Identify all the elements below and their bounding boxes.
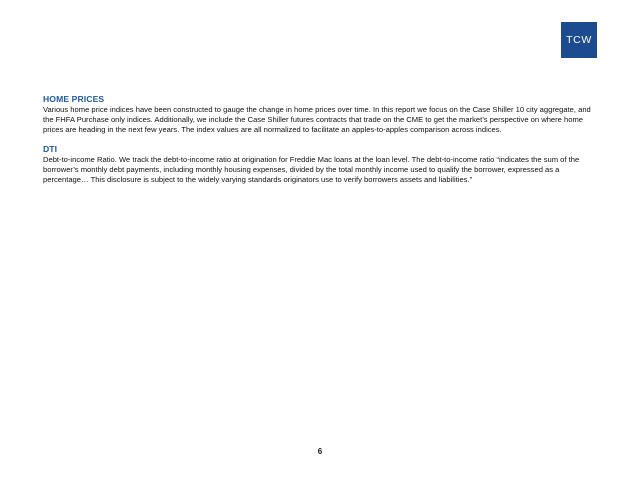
section-body: Various home price indices have been constructed to gauge the change in home prices over time. In this report we focus on the Case Shiller 10 city aggregate, and the FHFA Purchase only indices. Additionally, we include the Case Shiller futures contracts that trade on the CME to get the market’s perspective on where home prices are heading in the next few years. The index values are all normalized to facilitate an apples-to-apples comparison across indices. bbox=[43, 105, 591, 134]
section-dti bbox=[43, 144, 598, 185]
tcw-logo bbox=[561, 22, 597, 58]
section-home-prices bbox=[43, 94, 598, 135]
section-body: Debt-to-income Ratio. We track the debt-to-income ratio at origination for Freddie Mac loans at the loan level. The debt-to-income ratio “indicates the sum of the borrower’s monthly debt payments, including monthly housing expenses, divided by the total monthly income used to qualify the borrower, expressed as a percentage… This disclosure is subject to the widely varying standards originators use to verify borrowers assets and liabilities.” bbox=[43, 155, 580, 184]
section-heading: DTI bbox=[43, 144, 58, 154]
page-number: 6 bbox=[317, 447, 323, 456]
logo-text: TCW bbox=[566, 34, 592, 46]
document-content bbox=[43, 94, 598, 194]
section-heading: HOME PRICES bbox=[43, 94, 105, 104]
